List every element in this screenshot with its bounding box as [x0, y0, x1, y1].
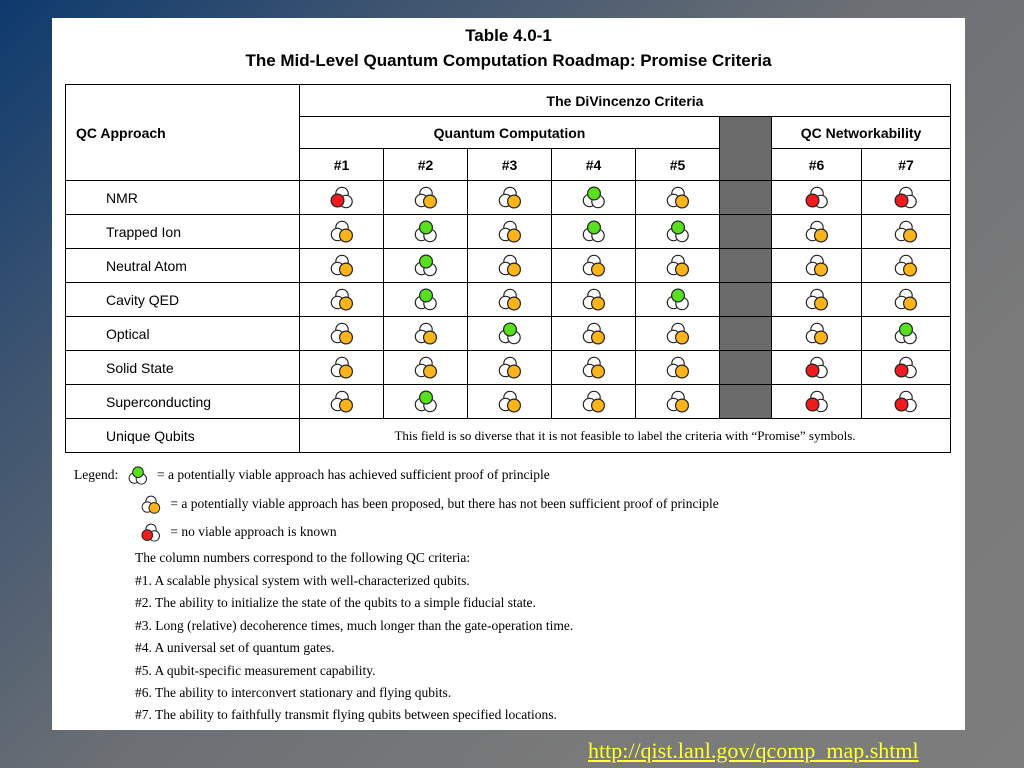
criteria-cell [468, 317, 552, 351]
yellow-symbol-icon [862, 220, 950, 244]
row-label: NMR [66, 181, 300, 215]
row-label: Neutral Atom [66, 249, 300, 283]
yellow-symbol-icon [468, 186, 551, 210]
yellow-symbol-icon [468, 390, 551, 414]
quantum-computation-header: Quantum Computation [300, 117, 720, 149]
criteria-cell [772, 283, 862, 317]
criteria-cell [636, 249, 720, 283]
criteria-cell [300, 181, 384, 215]
col-header-5: #5 [636, 149, 720, 181]
table-row [66, 181, 951, 215]
criteria-cell [636, 351, 720, 385]
yellow-symbol-icon [300, 220, 383, 244]
criteria-cell [862, 385, 951, 419]
yellow-symbol-icon [552, 390, 635, 414]
red-symbol-icon [141, 523, 161, 543]
green-symbol-icon [468, 322, 551, 346]
legend-intro: The column numbers correspond to the following QC criteria: [135, 550, 471, 565]
criteria-cell [772, 215, 862, 249]
gray-separator-cell [720, 317, 772, 351]
criteria-cell [468, 385, 552, 419]
criteria-cell [636, 283, 720, 317]
yellow-symbol-icon [468, 356, 551, 380]
green-symbol-icon [862, 322, 950, 346]
divincenzo-header: The DiVincenzo Criteria [300, 85, 951, 117]
yellow-symbol-icon [862, 288, 950, 312]
unique-qubits-note: This field is so diverse that it is not feasible to label the criteria with “Promise” symbols. [300, 419, 951, 453]
green-symbol-icon [552, 186, 635, 210]
table-subtitle: The Mid-Level Quantum Computation Roadmap: Promise Criteria [245, 51, 772, 70]
green-symbol-icon [384, 220, 467, 244]
table-row [66, 351, 951, 385]
yellow-symbol-icon [772, 322, 861, 346]
source-url-link[interactable]: http://qist.lanl.gov/qcomp_map.shtml [588, 738, 919, 763]
table-row [66, 385, 951, 419]
criteria-cell [862, 317, 951, 351]
criteria-cell [862, 283, 951, 317]
row-label: Cavity QED [66, 283, 300, 317]
row-label: Unique Qubits [66, 419, 300, 453]
yellow-symbol-icon [384, 322, 467, 346]
yellow-symbol-icon [300, 390, 383, 414]
yellow-symbol-icon [300, 288, 383, 312]
gray-separator-cell [720, 249, 772, 283]
qc-networkability-header: QC Networkability [772, 117, 951, 149]
red-symbol-icon [772, 390, 861, 414]
yellow-symbol-icon [552, 356, 635, 380]
legend-red-text: = no viable approach is known [170, 524, 337, 540]
yellow-symbol-icon [552, 288, 635, 312]
table-row [66, 317, 951, 351]
criteria-7: #7. The ability to faithfully transmit flying qubits between specified locations. [135, 707, 557, 722]
criteria-cell [552, 351, 636, 385]
criteria-2: #2. The ability to initialize the state of the qubits to a simple fiducial state. [135, 595, 536, 610]
yellow-symbol-icon [636, 322, 719, 346]
criteria-cell [384, 181, 468, 215]
yellow-symbol-icon [384, 356, 467, 380]
criteria-1: #1. A scalable physical system with well-characterized qubits. [135, 573, 470, 588]
criteria-3: #3. Long (relative) decoherence times, much longer than the gate-operation time. [135, 618, 574, 633]
green-symbol-icon [384, 390, 467, 414]
criteria-cell [300, 215, 384, 249]
criteria-cell [552, 385, 636, 419]
yellow-symbol-icon [772, 254, 861, 278]
legend-label: Legend: [74, 467, 119, 483]
col-header-1: #1 [300, 149, 384, 181]
criteria-5: #5. A qubit-specific measurement capability. [135, 663, 376, 678]
legend-yellow-text: = a potentially viable approach has been proposed, but there has not been sufficient proof of principle [170, 496, 719, 512]
table-row [66, 283, 951, 317]
criteria-cell [468, 215, 552, 249]
criteria-cell [300, 351, 384, 385]
yellow-symbol-icon [552, 322, 635, 346]
gray-separator-cell [720, 283, 772, 317]
green-symbol-icon [384, 254, 467, 278]
criteria-4: #4. A universal set of quantum gates. [135, 640, 335, 655]
yellow-symbol-icon [468, 220, 551, 244]
criteria-cell [300, 385, 384, 419]
green-symbol-icon [128, 466, 148, 486]
criteria-cell [552, 215, 636, 249]
criteria-cell [384, 283, 468, 317]
yellow-symbol-icon [636, 356, 719, 380]
criteria-cell [636, 385, 720, 419]
row-label: Superconducting [66, 385, 300, 419]
table-row [66, 419, 951, 453]
gray-separator-cell [720, 385, 772, 419]
criteria-cell [636, 181, 720, 215]
gray-separator-cell [720, 351, 772, 385]
col-header-3: #3 [468, 149, 552, 181]
criteria-cell [862, 249, 951, 283]
yellow-symbol-icon [772, 220, 861, 244]
roadmap-table [65, 84, 951, 453]
criteria-6: #6. The ability to interconvert stationary and flying qubits. [135, 685, 452, 700]
red-symbol-icon [862, 186, 950, 210]
yellow-symbol-icon [300, 254, 383, 278]
red-symbol-icon [862, 356, 950, 380]
gray-separator-cell [720, 181, 772, 215]
legend-green-row [74, 466, 550, 486]
criteria-cell [300, 283, 384, 317]
row-label: Trapped Ion [66, 215, 300, 249]
red-symbol-icon [772, 356, 861, 380]
yellow-symbol-icon [384, 186, 467, 210]
approach-header: QC Approach [66, 85, 300, 181]
criteria-cell [636, 317, 720, 351]
yellow-symbol-icon [636, 186, 719, 210]
criteria-cell [384, 351, 468, 385]
criteria-cell [772, 385, 862, 419]
table-title: Table 4.0-1 [465, 26, 552, 45]
criteria-cell [862, 181, 951, 215]
criteria-cell [862, 351, 951, 385]
criteria-cell [772, 181, 862, 215]
criteria-cell [384, 317, 468, 351]
col-header-2: #2 [384, 149, 468, 181]
criteria-cell [552, 317, 636, 351]
criteria-cell [772, 317, 862, 351]
yellow-symbol-icon [468, 288, 551, 312]
col-header-7: #7 [862, 149, 951, 181]
criteria-cell [468, 351, 552, 385]
criteria-cell [772, 351, 862, 385]
criteria-cell [468, 283, 552, 317]
criteria-cell [552, 181, 636, 215]
table-row [66, 215, 951, 249]
green-symbol-icon [636, 220, 719, 244]
row-label: Solid State [66, 351, 300, 385]
yellow-symbol-icon [772, 288, 861, 312]
yellow-symbol-icon [300, 322, 383, 346]
legend-red-row [135, 523, 337, 543]
green-symbol-icon [384, 288, 467, 312]
yellow-symbol-icon [636, 254, 719, 278]
col-header-4: #4 [552, 149, 636, 181]
row-label: Optical [66, 317, 300, 351]
yellow-symbol-icon [141, 495, 161, 515]
red-symbol-icon [862, 390, 950, 414]
yellow-symbol-icon [300, 356, 383, 380]
criteria-cell [384, 385, 468, 419]
col-header-6: #6 [772, 149, 862, 181]
criteria-cell [552, 249, 636, 283]
yellow-symbol-icon [862, 254, 950, 278]
criteria-cell [862, 215, 951, 249]
legend-yellow-row [135, 495, 719, 515]
gray-separator-cell [720, 215, 772, 249]
red-symbol-icon [772, 186, 861, 210]
legend-green-text: = a potentially viable approach has achieved sufficient proof of principle [156, 467, 550, 483]
table-row [66, 249, 951, 283]
red-symbol-icon [300, 186, 383, 210]
criteria-cell [772, 249, 862, 283]
green-symbol-icon [636, 288, 719, 312]
criteria-cell [552, 283, 636, 317]
yellow-symbol-icon [468, 254, 551, 278]
slide-card [52, 18, 965, 730]
criteria-cell [468, 181, 552, 215]
criteria-cell [636, 215, 720, 249]
criteria-cell [300, 317, 384, 351]
criteria-cell [468, 249, 552, 283]
yellow-symbol-icon [636, 390, 719, 414]
yellow-symbol-icon [552, 254, 635, 278]
gray-separator-column [720, 117, 772, 181]
criteria-cell [300, 249, 384, 283]
green-symbol-icon [552, 220, 635, 244]
criteria-cell [384, 215, 468, 249]
criteria-cell [384, 249, 468, 283]
